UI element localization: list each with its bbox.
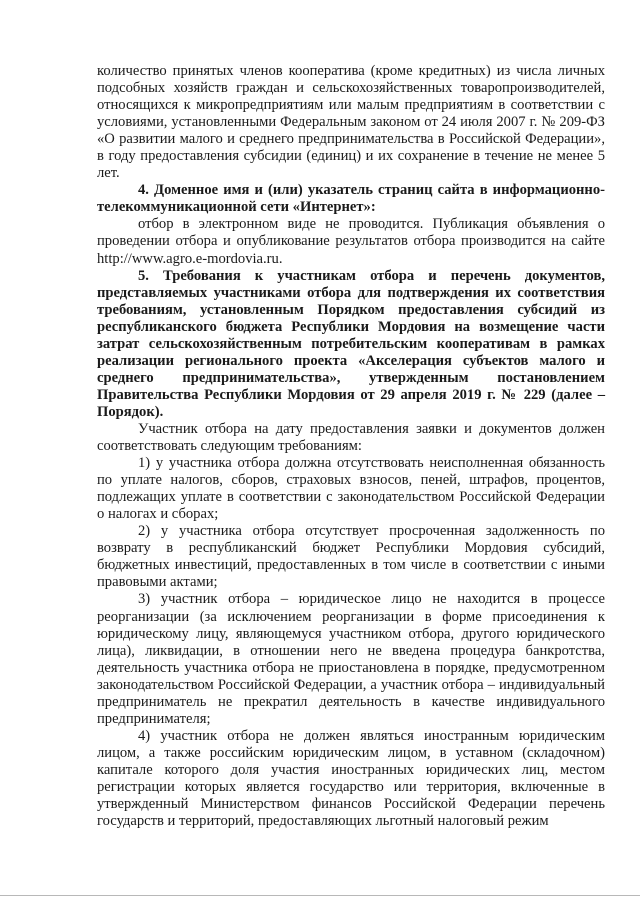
section-heading-5: 5. Требования к участникам отбора и перечень документов, представляемых участниками отбора для подтверждения их соответствия требованиям, установленным Порядком предоставления субсидий из республиканского бюджета Республики Мордовия на возмещение части затрат сельскохозяйственным потребительским кооперативам в рамках реализации регионального проекта «Акселерация субъектов малого и среднего предпринимательства», утвержденным постановлением Правительства Республики Мордовия от 29 апреля 2019 г. № 229 (далее – Порядок). (97, 267, 605, 420)
requirement-item-3: 3) участник отбора – юридическое лицо не находится в процессе реорганизации (за исключением реорганизации в форме присоединения к юридическому лицу, являющемуся участником отбора, другого юридического лица), ликвидации, в отношении него не введена процедура банкротства, деятельность участника отбора не приостановлена в порядке, предусмотренном законодательством Российской Федерации, а участник отбора – индивидуальный предприниматель не прекратил деятельность в качестве индивидуального предпринимателя; (97, 591, 605, 727)
paragraph-requirements-intro: Участник отбора на дату предоставления заявки и документов должен соответствовать следующим требованиям: (97, 420, 605, 455)
paragraph-continuation: количество принятых членов кооператива (кроме кредитных) из числа личных подсобных хозяйств граждан и сельскохозяйственных товаропроизводителей, относящихся к микропредприятиям или малым предприятиям в соответствии с условиями, установленными Федеральным законом от 24 июля 2007 г. № 209-ФЗ «О развитии малого и среднего предпринимательства в Российской Федерации», в году предоставления субсидии (единиц) и их сохранение в течение не менее 5 лет. (97, 63, 605, 182)
requirement-item-1: 1) у участника отбора должна отсутствовать неисполненная обязанность по уплате налогов, сборов, страховых взносов, пеней, штрафов, процентов, подлежащих уплате в соответствии с законодательством Российской Федерации о налогах и сборах; (97, 455, 605, 523)
requirement-item-2: 2) у участника отбора отсутствует просроченная задолженность по возврату в республиканский бюджет Республики Мордовия субсидий, бюджетных инвестиций, предоставленных в том числе в соответствии с иными правовыми актами; (97, 523, 605, 591)
requirement-item-4: 4) участник отбора не должен являться иностранным юридическим лицом, а также российским юридическим лицом, в уставном (складочном) капитале которого доля участия иностранных юридических лиц, местом регистрации которых является государство или территория, включенные в утвержденный Министерством финансов Российской Федерации перечень государств и территорий, предоставляющих льготный налоговый режим (97, 727, 605, 830)
document-page (97, 63, 605, 830)
paragraph-site-info: отбор в электронном виде не проводится. Публикация объявления о проведении отбора и опубликование результатов отбора производится на сайте http://www.agro.e-mordovia.ru. (97, 216, 605, 267)
page-bottom-edge (0, 895, 640, 896)
section-heading-4: 4. Доменное имя и (или) указатель страниц сайта в информационно-телекоммуникационной сети «Интернет»: (97, 182, 605, 216)
